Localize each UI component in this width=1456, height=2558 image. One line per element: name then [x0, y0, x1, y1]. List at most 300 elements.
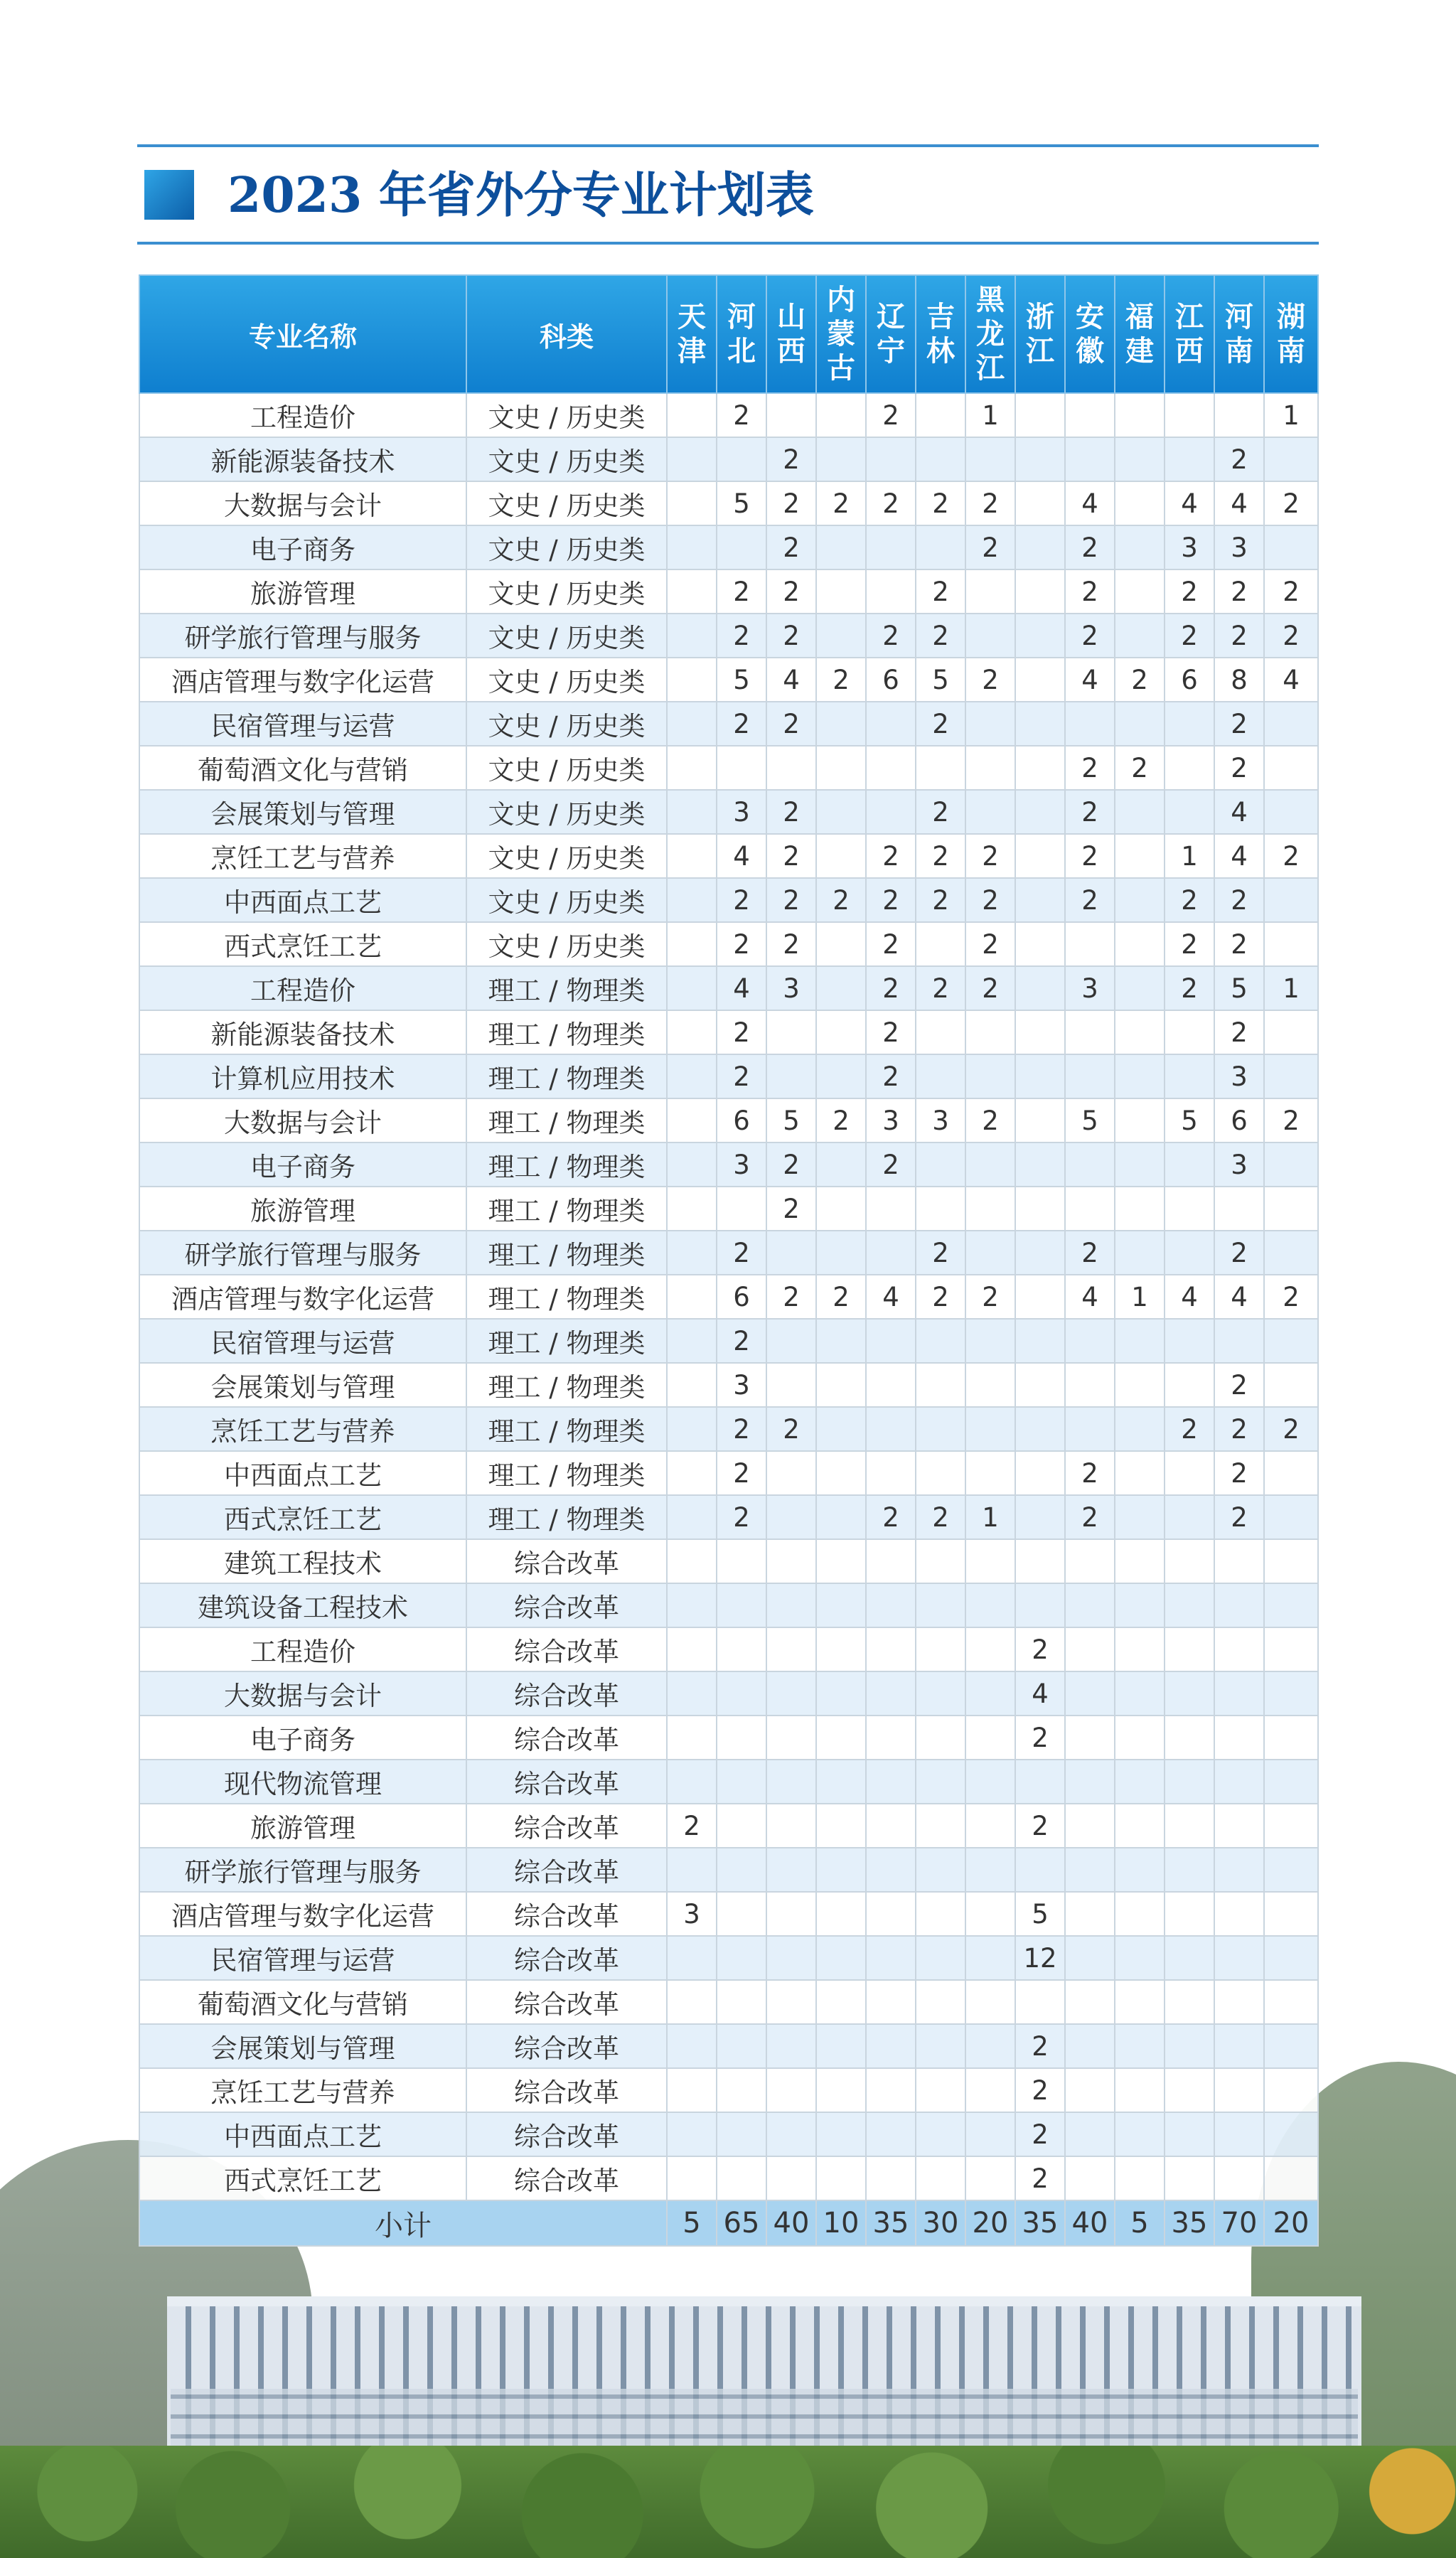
quota-cell: 2 [965, 922, 1015, 966]
quota-cell [1165, 790, 1214, 834]
quota-cell [766, 2024, 816, 2068]
major-name-cell: 西式烹饪工艺 [139, 1495, 466, 1539]
quota-cell [1015, 1142, 1065, 1187]
quota-cell [1065, 1054, 1115, 1098]
quota-cell [1165, 1142, 1214, 1187]
quota-cell [1165, 1010, 1214, 1054]
table-row [139, 437, 1318, 481]
quota-cell [717, 2024, 766, 2068]
quota-cell: 2 [916, 1231, 965, 1275]
category-cell: 理工 / 物理类 [466, 1142, 667, 1187]
quota-cell: 6 [1214, 1098, 1264, 1142]
quota-cell [916, 437, 965, 481]
quota-cell: 4 [766, 658, 816, 702]
quota-cell: 2 [1165, 569, 1214, 614]
quota-cell [1115, 1804, 1165, 1848]
major-name-cell: 大数据与会计 [139, 481, 466, 525]
quota-cell [965, 1054, 1015, 1098]
quota-cell [667, 1010, 717, 1054]
quota-cell [1115, 1010, 1165, 1054]
quota-cell [1165, 393, 1214, 437]
quota-cell [1264, 2112, 1318, 2156]
quota-cell [816, 2156, 866, 2200]
quota-cell [916, 1892, 965, 1936]
quota-cell: 4 [717, 966, 766, 1010]
quota-cell: 2 [866, 922, 916, 966]
quota-cell [1165, 1054, 1214, 1098]
category-cell: 理工 / 物理类 [466, 1319, 667, 1363]
quota-cell [1264, 1583, 1318, 1627]
major-name-cell: 中西面点工艺 [139, 878, 466, 922]
quota-cell [866, 1627, 916, 1671]
quota-cell [667, 1407, 717, 1451]
header-rule-bottom [137, 242, 1319, 245]
quota-cell [816, 1363, 866, 1407]
quota-cell: 2 [866, 1495, 916, 1539]
quota-cell: 2 [717, 1319, 766, 1363]
quota-cell: 2 [1264, 1275, 1318, 1319]
quota-cell [1115, 569, 1165, 614]
quota-cell [1115, 1407, 1165, 1451]
quota-cell [1015, 525, 1065, 569]
header-province [717, 275, 766, 393]
quota-cell: 4 [1264, 658, 1318, 702]
quota-cell [1065, 1583, 1115, 1627]
quota-cell [866, 1363, 916, 1407]
quota-cell: 2 [1214, 437, 1264, 481]
table-row [139, 1407, 1318, 1451]
quota-cell: 2 [866, 481, 916, 525]
table-row [139, 1804, 1318, 1848]
quota-cell [766, 1980, 816, 2024]
quota-cell [866, 2024, 916, 2068]
subtotal-cell: 65 [717, 2200, 766, 2246]
category-cell: 综合改革 [466, 1583, 667, 1627]
quota-cell: 2 [916, 569, 965, 614]
quota-cell: 2 [816, 878, 866, 922]
quota-cell [965, 1892, 1015, 1936]
quota-cell [1015, 878, 1065, 922]
category-cell: 文史 / 历史类 [466, 481, 667, 525]
quota-cell [816, 1495, 866, 1539]
quota-cell [965, 2068, 1015, 2112]
quota-cell: 2 [965, 525, 1015, 569]
header-province [766, 275, 816, 393]
quota-cell [866, 2156, 916, 2200]
major-name-cell: 研学旅行管理与服务 [139, 1231, 466, 1275]
table-row [139, 614, 1318, 658]
quota-cell [916, 1539, 965, 1583]
quota-cell [1165, 702, 1214, 746]
quota-cell [717, 1716, 766, 1760]
quota-cell: 4 [1015, 1671, 1065, 1716]
quota-cell [1165, 1804, 1214, 1848]
quota-cell: 2 [965, 878, 1015, 922]
major-name-cell: 工程造价 [139, 966, 466, 1010]
quota-cell: 2 [1264, 834, 1318, 878]
quota-cell [1065, 1760, 1115, 1804]
quota-cell [1264, 702, 1318, 746]
quota-cell: 2 [1015, 2068, 1065, 2112]
quota-cell: 2 [1214, 569, 1264, 614]
quota-cell [1015, 1363, 1065, 1407]
major-name-cell: 研学旅行管理与服务 [139, 1848, 466, 1892]
quota-cell [916, 746, 965, 790]
quota-cell [916, 1716, 965, 1760]
quota-cell [1015, 1848, 1065, 1892]
quota-cell [667, 1583, 717, 1627]
category-cell: 综合改革 [466, 2112, 667, 2156]
quota-cell [667, 1760, 717, 1804]
quota-cell [1165, 1231, 1214, 1275]
quota-cell: 2 [1115, 746, 1165, 790]
quota-cell [1015, 922, 1065, 966]
quota-cell [816, 1627, 866, 1671]
header-province [916, 275, 965, 393]
quota-cell [1165, 2024, 1214, 2068]
quota-cell [1165, 1363, 1214, 1407]
quota-cell [667, 922, 717, 966]
quota-cell [766, 1054, 816, 1098]
quota-cell: 2 [866, 1142, 916, 1187]
quota-cell [1015, 437, 1065, 481]
quota-cell [766, 1495, 816, 1539]
quota-cell [717, 1892, 766, 1936]
quota-cell [1214, 2112, 1264, 2156]
header-province [1015, 275, 1065, 393]
header-category: 科类 [466, 275, 667, 393]
table-row [139, 1010, 1318, 1054]
quota-cell: 2 [916, 790, 965, 834]
quota-cell: 2 [717, 878, 766, 922]
quota-cell [866, 525, 916, 569]
quota-cell [1214, 1187, 1264, 1231]
quota-cell [866, 1407, 916, 1451]
quota-cell: 3 [717, 1142, 766, 1187]
quota-cell: 2 [766, 1142, 816, 1187]
quota-cell [965, 1980, 1015, 2024]
quota-cell [1264, 525, 1318, 569]
table-row [139, 1098, 1318, 1142]
quota-cell: 2 [1015, 2112, 1065, 2156]
quota-cell: 6 [717, 1275, 766, 1319]
quota-cell [766, 746, 816, 790]
quota-cell [1115, 1054, 1165, 1098]
quota-cell [1065, 1142, 1115, 1187]
quota-cell [667, 2156, 717, 2200]
quota-cell: 5 [1065, 1098, 1115, 1142]
category-cell: 理工 / 物理类 [466, 1098, 667, 1142]
quota-cell: 2 [717, 1231, 766, 1275]
category-cell: 综合改革 [466, 1936, 667, 1980]
quota-cell [965, 1539, 1015, 1583]
header-rule-top [137, 144, 1319, 147]
quota-cell: 2 [1264, 1098, 1318, 1142]
quota-cell [1214, 1804, 1264, 1848]
category-cell: 综合改革 [466, 2068, 667, 2112]
quota-cell [916, 2024, 965, 2068]
quota-cell: 2 [766, 922, 816, 966]
table-row [139, 1627, 1318, 1671]
quota-cell [1165, 1716, 1214, 1760]
quota-cell [816, 1936, 866, 1980]
quota-cell [916, 2068, 965, 2112]
quota-cell: 2 [1165, 1407, 1214, 1451]
quota-cell [717, 2068, 766, 2112]
quota-cell [717, 1848, 766, 1892]
quota-cell [1115, 702, 1165, 746]
quota-cell: 2 [965, 966, 1015, 1010]
quota-cell [766, 1716, 816, 1760]
table-row [139, 1187, 1318, 1231]
quota-cell: 6 [1165, 658, 1214, 702]
table-row [139, 1319, 1318, 1363]
quota-cell [1065, 1804, 1115, 1848]
major-name-cell: 烹饪工艺与营养 [139, 1407, 466, 1451]
quota-cell [965, 1760, 1015, 1804]
title-square-icon [144, 170, 194, 220]
table-row [139, 1936, 1318, 1980]
quota-cell: 2 [1214, 614, 1264, 658]
quota-cell [866, 1804, 916, 1848]
quota-cell [816, 2024, 866, 2068]
quota-cell: 2 [916, 702, 965, 746]
quota-cell: 2 [916, 1275, 965, 1319]
category-cell: 文史 / 历史类 [466, 790, 667, 834]
quota-cell [717, 1539, 766, 1583]
quota-cell [717, 1187, 766, 1231]
quota-cell: 2 [1214, 1010, 1264, 1054]
quota-cell [667, 2024, 717, 2068]
quota-cell: 3 [717, 1363, 766, 1407]
header-province [1115, 275, 1165, 393]
quota-cell [866, 1716, 916, 1760]
major-name-cell: 会展策划与管理 [139, 1363, 466, 1407]
table-row [139, 1363, 1318, 1407]
quota-cell [766, 1583, 816, 1627]
quota-cell: 3 [1214, 1142, 1264, 1187]
quota-cell: 2 [965, 1275, 1015, 1319]
major-name-cell: 旅游管理 [139, 1187, 466, 1231]
quota-cell [717, 1627, 766, 1671]
quota-cell [916, 1407, 965, 1451]
subtotal-cell: 40 [766, 2200, 816, 2246]
quota-cell [1165, 1187, 1214, 1231]
quota-cell [667, 1848, 717, 1892]
header-province-label: 河南 [1225, 301, 1253, 368]
quota-cell [667, 1231, 717, 1275]
table-row [139, 2068, 1318, 2112]
quota-cell: 2 [965, 658, 1015, 702]
category-cell: 综合改革 [466, 2156, 667, 2200]
quota-cell [1214, 1671, 1264, 1716]
quota-cell [1115, 1231, 1165, 1275]
table-row [139, 1583, 1318, 1627]
quota-cell [1115, 834, 1165, 878]
quota-cell: 2 [717, 393, 766, 437]
quota-cell [816, 790, 866, 834]
page-title: 2023 年省外分专业计划表 [228, 167, 814, 224]
quota-cell [816, 1892, 866, 1936]
quota-cell [766, 1627, 816, 1671]
quota-cell [1065, 2068, 1115, 2112]
quota-cell [1214, 393, 1264, 437]
quota-cell [816, 1142, 866, 1187]
quota-cell [1264, 1671, 1318, 1716]
category-cell: 文史 / 历史类 [466, 702, 667, 746]
quota-cell: 3 [717, 790, 766, 834]
quota-cell [1015, 1451, 1065, 1495]
table-row [139, 1495, 1318, 1539]
quota-cell: 4 [1065, 481, 1115, 525]
major-name-cell: 大数据与会计 [139, 1671, 466, 1716]
table-row [139, 790, 1318, 834]
quota-cell: 2 [866, 614, 916, 658]
quota-cell [866, 437, 916, 481]
quota-cell [1015, 1980, 1065, 2024]
major-name-cell: 工程造价 [139, 1627, 466, 1671]
quota-cell [1065, 1627, 1115, 1671]
header-province [1065, 275, 1115, 393]
quota-cell [1065, 922, 1115, 966]
quota-cell [965, 1716, 1015, 1760]
quota-cell [667, 1451, 717, 1495]
major-name-cell: 会展策划与管理 [139, 790, 466, 834]
quota-cell [965, 614, 1015, 658]
table-row [139, 2024, 1318, 2068]
quota-cell: 2 [717, 1054, 766, 1098]
quota-cell: 5 [916, 658, 965, 702]
quota-cell [1115, 1936, 1165, 1980]
quota-cell [667, 1980, 717, 2024]
quota-cell [1115, 437, 1165, 481]
quota-cell [916, 1451, 965, 1495]
quota-cell: 2 [1214, 1495, 1264, 1539]
quota-cell [717, 437, 766, 481]
quota-cell [1264, 1231, 1318, 1275]
quota-cell: 2 [717, 1451, 766, 1495]
quota-cell [916, 2156, 965, 2200]
quota-cell [965, 1804, 1015, 1848]
quota-cell [1015, 1275, 1065, 1319]
quota-cell: 2 [1214, 746, 1264, 790]
quota-cell: 2 [766, 1275, 816, 1319]
quota-cell [717, 1671, 766, 1716]
header-province-label: 安徽 [1076, 301, 1104, 368]
table-row [139, 525, 1318, 569]
quota-cell [816, 1980, 866, 2024]
quota-cell: 2 [1214, 878, 1264, 922]
quota-cell [1015, 1583, 1065, 1627]
quota-cell [1214, 2156, 1264, 2200]
quota-cell [1015, 702, 1065, 746]
quota-cell [965, 1936, 1015, 1980]
major-name-cell: 民宿管理与运营 [139, 1936, 466, 1980]
quota-cell [1015, 1231, 1065, 1275]
subtotal-cell: 35 [1015, 2200, 1065, 2246]
quota-cell [1065, 437, 1115, 481]
quota-cell: 2 [965, 481, 1015, 525]
quota-cell [1015, 658, 1065, 702]
quota-cell: 4 [1165, 481, 1214, 525]
quota-cell [1115, 614, 1165, 658]
quota-cell [1115, 1671, 1165, 1716]
quota-cell [916, 1848, 965, 1892]
quota-cell [766, 1363, 816, 1407]
quota-cell: 2 [866, 834, 916, 878]
quota-cell: 2 [1264, 481, 1318, 525]
quota-cell [1264, 1539, 1318, 1583]
quota-cell [667, 790, 717, 834]
quota-cell: 2 [916, 966, 965, 1010]
quota-cell [965, 1583, 1015, 1627]
quota-cell [816, 1010, 866, 1054]
major-name-cell: 烹饪工艺与营养 [139, 834, 466, 878]
quota-cell [1214, 1583, 1264, 1627]
quota-cell [667, 1098, 717, 1142]
quota-cell [1165, 1980, 1214, 2024]
quota-cell [1264, 1363, 1318, 1407]
table-row [139, 1760, 1318, 1804]
quota-cell [1015, 614, 1065, 658]
quota-cell [816, 1539, 866, 1583]
quota-cell [866, 569, 916, 614]
subtotal-cell: 20 [965, 2200, 1015, 2246]
header-province-label: 天津 [678, 301, 706, 368]
quota-cell: 2 [667, 1804, 717, 1848]
quota-cell [965, 1231, 1015, 1275]
header-province-label: 湖南 [1277, 301, 1305, 368]
major-name-cell: 建筑工程技术 [139, 1539, 466, 1583]
quota-cell [1115, 1363, 1165, 1407]
quota-cell: 2 [916, 1495, 965, 1539]
quota-cell [965, 790, 1015, 834]
quota-cell [766, 1892, 816, 1936]
quota-cell [667, 1936, 717, 1980]
quota-cell: 2 [1065, 1495, 1115, 1539]
quota-cell [1015, 1539, 1065, 1583]
quota-cell: 2 [965, 834, 1015, 878]
quota-cell [816, 569, 866, 614]
quota-cell [1015, 1054, 1065, 1098]
quota-cell [667, 878, 717, 922]
quota-cell: 2 [1065, 1451, 1115, 1495]
quota-cell [916, 393, 965, 437]
quota-cell [1065, 2112, 1115, 2156]
table-row [139, 2156, 1318, 2200]
major-name-cell: 西式烹饪工艺 [139, 2156, 466, 2200]
quota-cell [1165, 746, 1214, 790]
quota-cell [1015, 790, 1065, 834]
quota-cell [1065, 1539, 1115, 1583]
quota-cell [717, 2156, 766, 2200]
quota-cell [1015, 1407, 1065, 1451]
quota-cell [1015, 569, 1065, 614]
major-name-cell: 大数据与会计 [139, 1098, 466, 1142]
header-province-label: 内蒙古 [827, 284, 855, 385]
header-province-label: 吉林 [926, 301, 955, 368]
quota-cell [1115, 1716, 1165, 1760]
table-row [139, 1539, 1318, 1583]
quota-cell [766, 1539, 816, 1583]
quota-cell: 2 [766, 834, 816, 878]
header-province-label: 河北 [727, 301, 756, 368]
quota-cell [1165, 1583, 1214, 1627]
major-name-cell: 新能源装备技术 [139, 1010, 466, 1054]
table-row [139, 966, 1318, 1010]
quota-cell [1115, 1451, 1165, 1495]
quota-cell [1214, 1848, 1264, 1892]
